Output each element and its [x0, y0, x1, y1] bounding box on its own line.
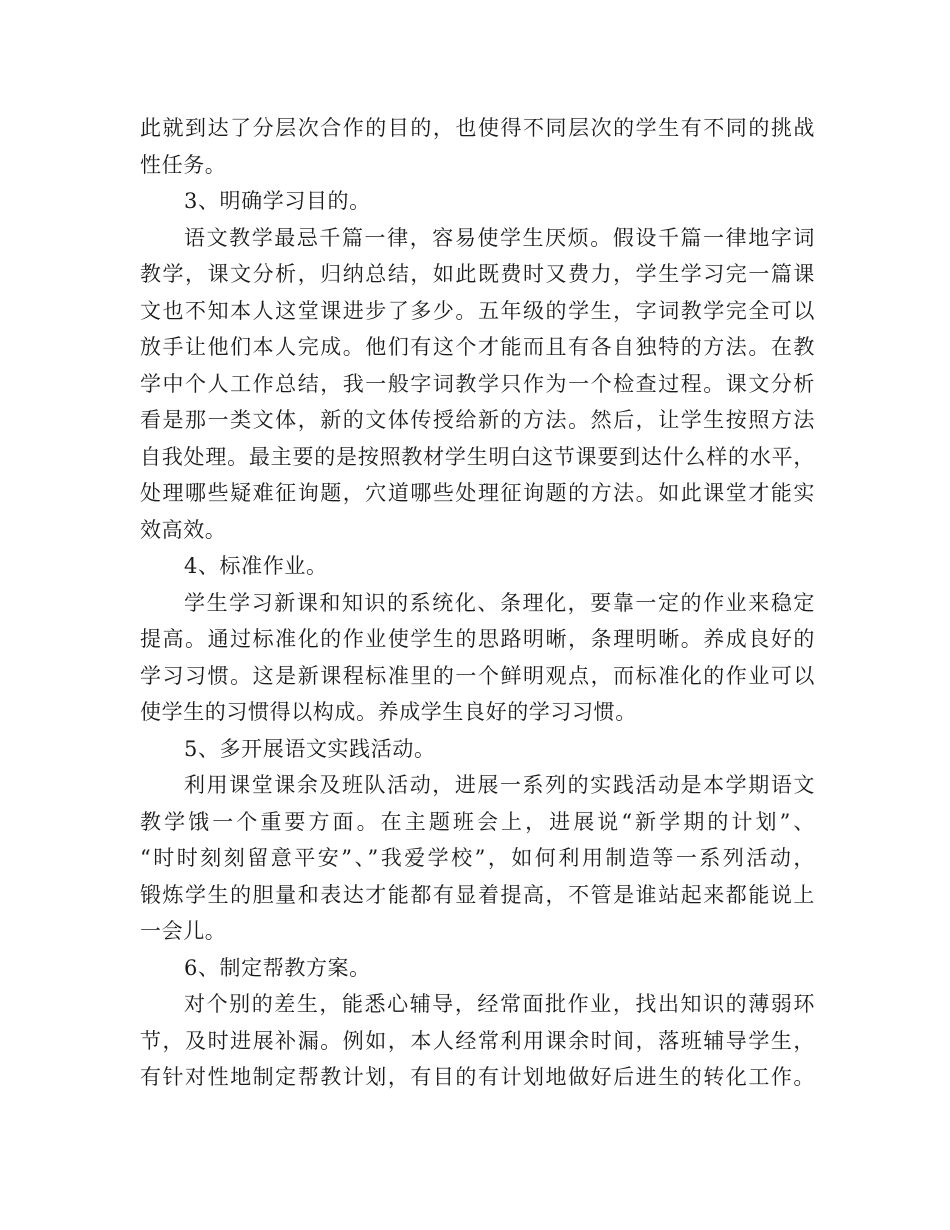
paragraph-line: 文也不知本人这堂课进步了多少。五年级的学生，字词教学完全可以	[140, 298, 815, 323]
paragraph-line: 此就到达了分层次合作的目的，也使得不同层次的学生有不同的挑战	[140, 116, 815, 140]
paragraph-line: 对个别的差生，能悉心辅导，经常面批作业，找出知识的薄弱环	[184, 992, 815, 1016]
paragraph-line: 看是那一类文体，新的文体传授给新的方法。然后，让学生按照方法	[140, 408, 815, 432]
paragraph-line: 学中个人工作总结，我一般字词教学只作为一个检查过程。课文分析	[140, 371, 815, 396]
document-body	[140, 110, 815, 1096]
paragraph-line: 放手让他们本人完成。他们有这个才能而且有各自独特的方法。在教	[140, 335, 815, 359]
section-heading: 3、明确学习目的。	[184, 189, 371, 213]
paragraph-line: 性任务。	[140, 152, 227, 177]
section-heading: 6、制定帮教方案。	[184, 955, 371, 980]
paragraph-line: 有针对性地制定帮教计划，有目的有计划地做好后进生的转化工作。	[140, 1065, 815, 1089]
section-heading: 4、标准作业。	[184, 554, 328, 578]
paragraph-line: 效高效。	[140, 517, 227, 542]
paragraph-line: 提高。通过标准化的作业使学生的思路明晰，条理明晰。养成良好的	[140, 627, 815, 651]
paragraph-line: 教学饿一个重要方面。在主题班会上，进展说“新学期的计划”、	[140, 809, 815, 834]
paragraph-line: 学生学习新课和知识的系统化、条理化，要靠一定的作业来稳定	[184, 590, 815, 615]
paragraph-line: “时时刻刻留意平安”、”我爱学校”，如何利用制造等一系列活动，	[140, 846, 815, 870]
paragraph-line: 处理哪些疑难征询题，穴道哪些处理征询题的方法。如此课堂才能实	[140, 481, 815, 505]
paragraph-line: 语文教学最忌千篇一律，容易使学生厌烦。假设千篇一律地字词	[184, 225, 815, 250]
paragraph-line: 利用课堂课余及班队活动，进展一系列的实践活动是本学期语文	[184, 773, 815, 797]
paragraph-line: 自我处理。最主要的是按照教材学生明白这节课要到达什么样的水平，	[140, 444, 815, 469]
paragraph-line: 教学，课文分析，归纳总结，如此既费时又费力，学生学习完一篇课	[140, 262, 815, 286]
section-heading: 5、多开展语文实践活动。	[184, 736, 436, 761]
paragraph-line: 锻炼学生的胆量和表达才能都有显着提高，不管是谁站起来都能说上	[140, 882, 815, 907]
paragraph-line: 使学生的习惯得以构成。养成学生良好的学习习惯。	[140, 700, 637, 724]
paragraph-line: 一会儿。	[140, 919, 227, 943]
paragraph-line: 节，及时进展补漏。例如，本人经常利用课余时间，落班辅导学生，	[140, 1028, 815, 1053]
paragraph-line: 学习习惯。这是新课程标准里的一个鲜明观点，而标准化的作业可以	[140, 663, 815, 688]
